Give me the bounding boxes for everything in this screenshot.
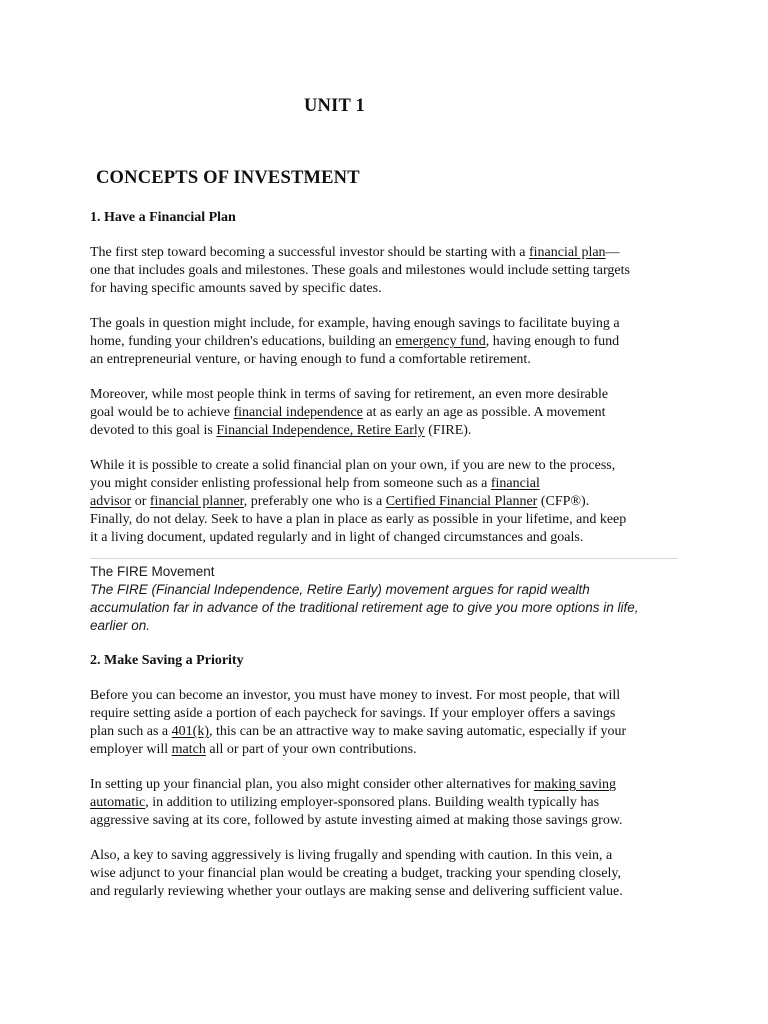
link-401k[interactable]: 401(k): [171, 724, 209, 739]
paragraph-line: Also, a key to saving aggressively is living frugally and spending with caution. In this vein, a: [90, 848, 613, 863]
paragraph-money-to-invest: [90, 687, 690, 759]
link-emergency-fund[interactable]: emergency fund: [395, 334, 486, 349]
paragraph-line: [90, 404, 690, 422]
section-saving-priority: [90, 652, 690, 901]
paragraph-line: [90, 776, 690, 794]
link-making-saving-automatic-part1[interactable]: making saving: [534, 777, 617, 792]
paragraph-line: [90, 794, 690, 812]
text-span: plan such as a: [90, 724, 172, 739]
text-span: , having enough to fund: [485, 334, 620, 349]
text-span: home, funding your children's educations, building an: [90, 334, 396, 349]
link-financial-independence[interactable]: financial independence: [233, 405, 363, 420]
text-span: (CFP®).: [537, 494, 590, 509]
link-certified-financial-planner[interactable]: Certified Financial Planner: [385, 494, 538, 509]
paragraph-line: [90, 333, 690, 351]
callout-line: accumulation far in advance of the traditional retirement age to give you more options in life,: [90, 600, 639, 615]
paragraph-line: [90, 723, 690, 741]
paragraph-line: The goals in question might include, for example, having enough savings to facilitate buying a: [90, 316, 620, 331]
link-financial-advisor-part1[interactable]: financial: [490, 476, 540, 491]
text-span: —: [605, 245, 620, 260]
paragraph-line: Finally, do not delay. Seek to have a plan in place as early as possible in your lifetime, and keep: [90, 512, 627, 527]
paragraph-professional-help: [90, 457, 690, 547]
section-heading-saving-priority: 2. Make Saving a Priority: [90, 653, 244, 668]
paragraph-line: and regularly reviewing whether your outlays are making sense and delivering sufficient value.: [90, 884, 623, 899]
link-financial-planner[interactable]: financial planner: [149, 494, 244, 509]
paragraph-financial-independence: [90, 386, 690, 440]
paragraph-line: wise adjunct to your financial plan would be creating a budget, tracking your spending closely,: [90, 866, 621, 881]
link-making-saving-automatic-part2[interactable]: automatic: [90, 795, 146, 810]
paragraph-line: for having specific amounts saved by specific dates.: [90, 281, 382, 296]
link-financial-plan[interactable]: financial plan: [528, 245, 606, 260]
paragraph-line: Before you can become an investor, you must have money to invest. For most people, that will: [90, 688, 621, 703]
paragraph-automatic-saving: [90, 776, 690, 830]
paragraph-line: an entrepreneurial venture, or having enough to fund a comfortable retirement.: [90, 352, 531, 367]
text-span: all or part of your own contributions.: [205, 742, 417, 757]
section-financial-plan: [90, 209, 690, 635]
text-span: In setting up your financial plan, you also might consider other alternatives for: [90, 777, 534, 792]
paragraph-line: [90, 493, 690, 511]
text-span: , preferably one who is a: [243, 494, 386, 509]
text-span: devoted to this goal is: [90, 423, 217, 438]
document-content: [90, 209, 690, 918]
callout-line: The FIRE (Financial Independence, Retire Early) movement argues for rapid wealth: [90, 582, 590, 597]
paragraph-line: aggressive saving at its core, followed by astute investing aimed at making those savings grow.: [90, 813, 623, 828]
paragraph-line: [90, 422, 690, 440]
paragraph-goals: [90, 315, 690, 369]
text-span: , in addition to utilizing employer-sponsored plans. Building wealth typically has: [145, 795, 600, 810]
paragraph-line: one that includes goals and milestones. These goals and milestones would include setting targets: [90, 263, 630, 278]
document-title: CONCEPTS OF INVESTMENT: [96, 168, 360, 188]
paragraph-line: Moreover, while most people think in terms of saving for retirement, an even more desirable: [90, 387, 609, 402]
paragraph-line: [90, 244, 690, 262]
paragraph-line: [90, 475, 690, 493]
link-financial-advisor-part2[interactable]: advisor: [90, 494, 132, 509]
link-fire[interactable]: Financial Independence, Retire Early: [216, 423, 425, 438]
text-span: (FIRE).: [424, 423, 472, 438]
paragraph-line: it a living document, updated regularly and in light of changed circumstances and goals.: [90, 530, 584, 545]
text-span: , this can be an attractive way to make saving automatic, especially if your: [208, 724, 627, 739]
text-span: at as early an age as possible. A movement: [362, 405, 606, 420]
text-span: The first step toward becoming a successful investor should be starting with a: [90, 245, 529, 260]
text-span: goal would be to achieve: [90, 405, 234, 420]
text-span: or: [131, 494, 150, 509]
paragraph-line: require setting aside a portion of each paycheck for savings. If your employer offers a savings: [90, 706, 616, 721]
paragraph-line: While it is possible to create a solid financial plan on your own, if you are new to the process,: [90, 458, 616, 473]
paragraph-frugality: [90, 847, 690, 901]
section-heading-financial-plan: 1. Have a Financial Plan: [90, 210, 236, 225]
callout-line: earlier on.: [90, 618, 151, 633]
fire-movement-callout: [90, 558, 678, 635]
paragraph-line: [90, 741, 690, 759]
paragraph-financial-plan-intro: [90, 244, 690, 298]
link-match[interactable]: match: [171, 742, 206, 757]
unit-title: UNIT 1: [304, 96, 365, 116]
text-span: you might consider enlisting professional help from someone such as a: [90, 476, 491, 491]
text-span: employer will: [90, 742, 172, 757]
callout-title: The FIRE Movement: [90, 564, 215, 579]
